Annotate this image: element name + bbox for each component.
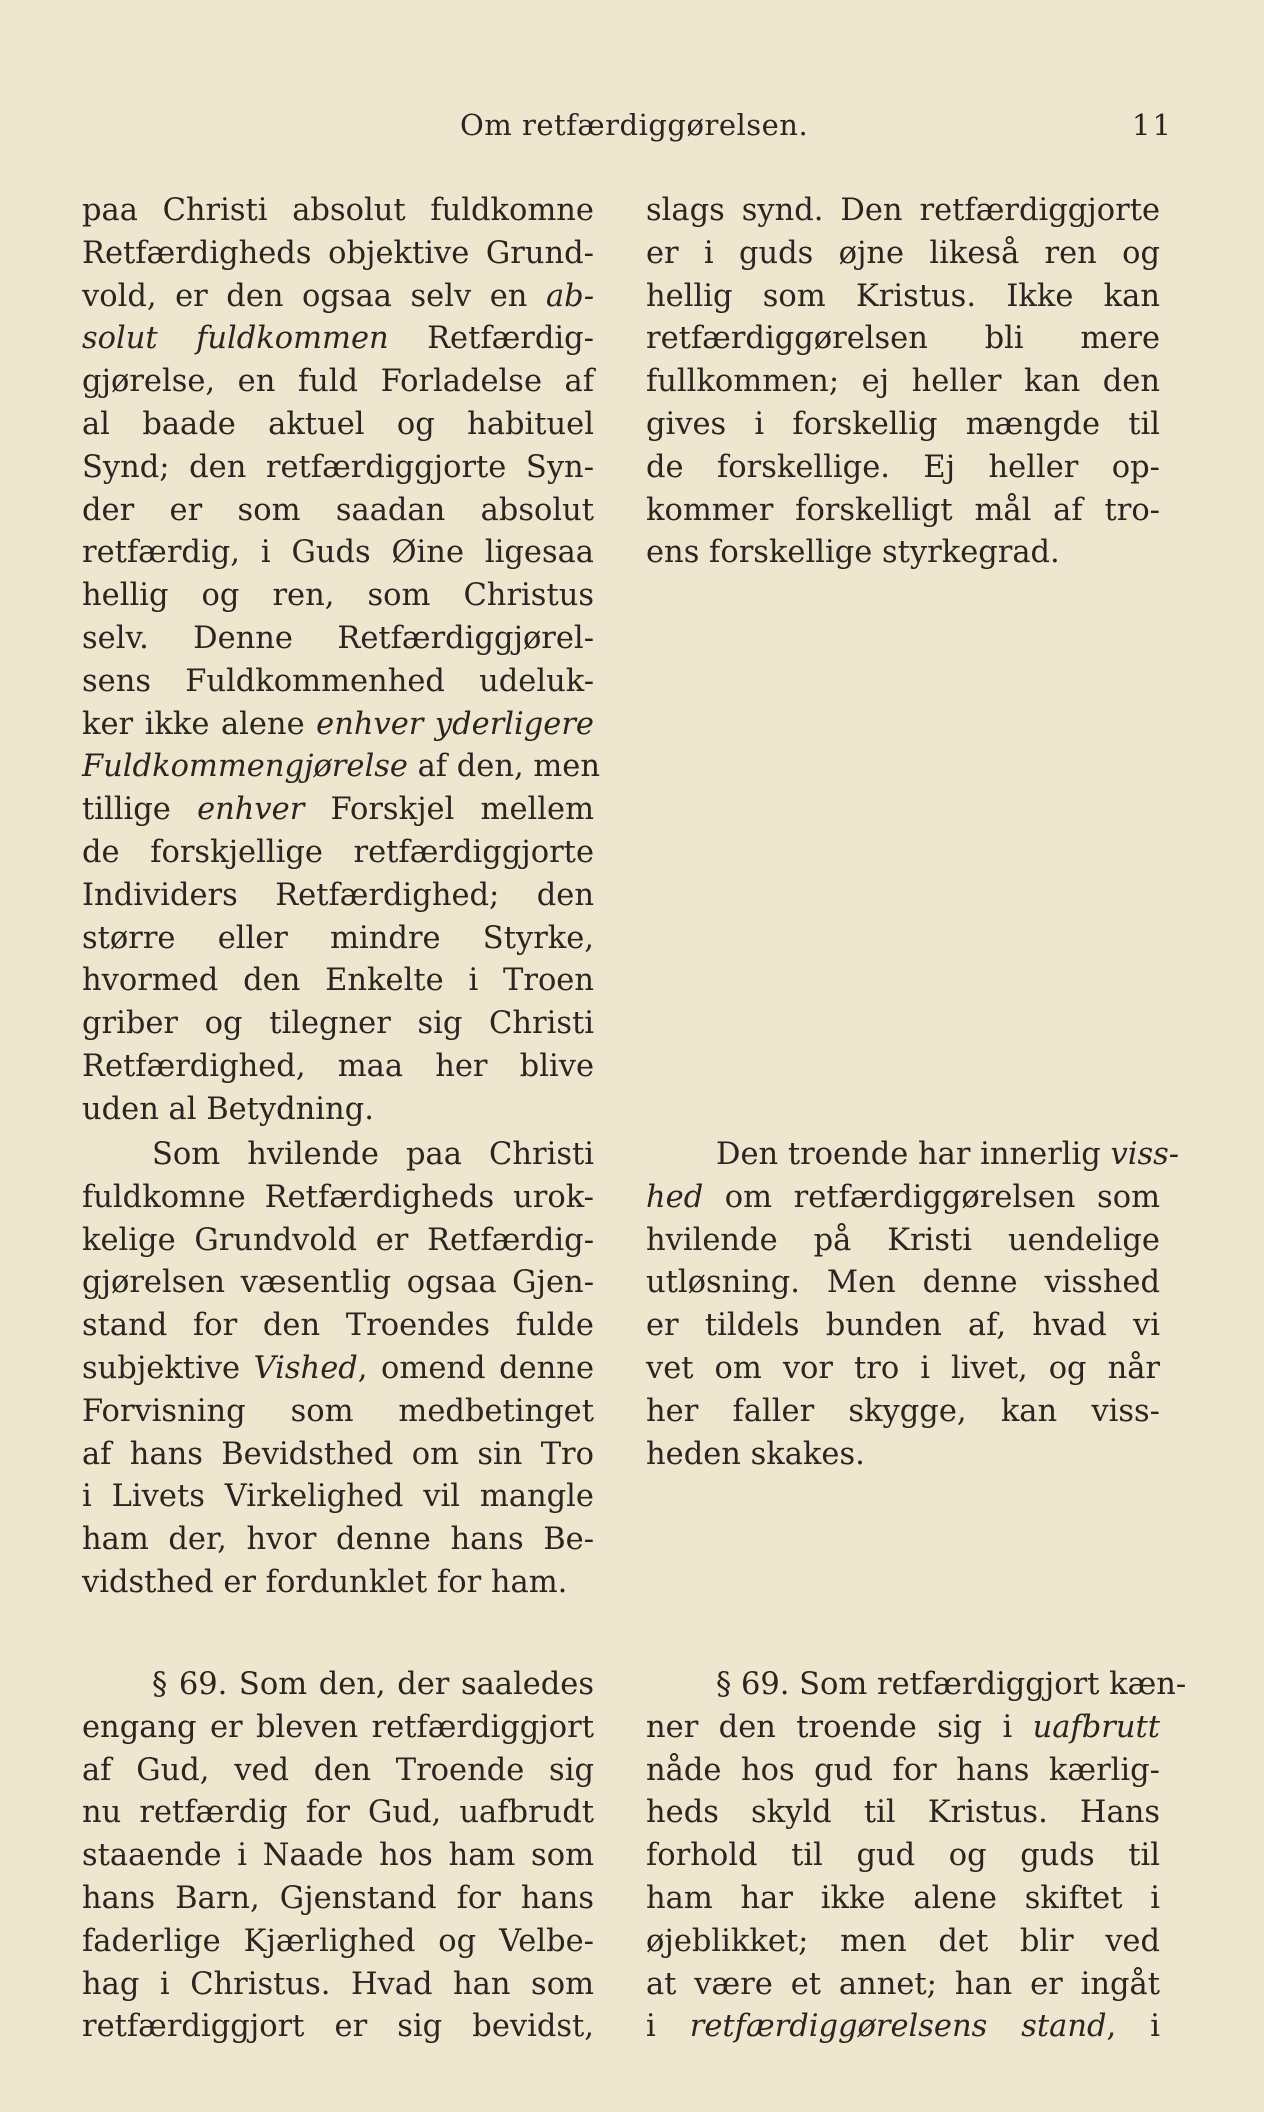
text-line: solut fuldkommen Retfærdig- xyxy=(82,321,594,357)
text-line: nu retfærdig for Gud, uafbrudt xyxy=(82,1795,594,1831)
italic-text: enhver xyxy=(197,792,305,828)
text-line: § 69. Som retfærdiggjort kæn- xyxy=(716,1667,1187,1702)
text-line: øjeblikket; men det blir ved xyxy=(646,1923,1160,1959)
text-line: Som hvilende paa Christi xyxy=(152,1137,594,1172)
text-line: tillige enhver Forskjel mellem xyxy=(82,792,594,828)
text-line: hag i Christus. Hvad han som xyxy=(82,1966,594,2002)
text-line: at være et annet; han er ingåt xyxy=(646,1966,1160,2002)
right-paragraph-2 xyxy=(646,1134,1180,1476)
text-line: retfærdiggørelsen bli mere xyxy=(646,321,1160,357)
text-line: Den troende har innerlig viss- xyxy=(716,1137,1180,1172)
text-line: slags synd. Den retfærdiggjorte xyxy=(646,193,1160,228)
italic-text: retfærdiggørelsens stand xyxy=(689,2009,1107,2045)
text-line: gjørelsen væsentlig ogsaa Gjen- xyxy=(82,1265,594,1301)
text-line: gjørelse, en fuld Forladelse af xyxy=(82,364,594,400)
text-line: større eller mindre Styrke, xyxy=(82,920,594,956)
text-line: i Livets Virkelighed vil mangle xyxy=(82,1479,594,1515)
text-line: hvormed den Enkelte i Troen xyxy=(82,963,594,999)
italic-text: viss- xyxy=(1110,1137,1180,1172)
text-line: al baade aktuel og habituel xyxy=(82,406,594,442)
text-line: retfærdig, i Guds Øine ligesaa xyxy=(82,535,594,571)
text-line: engang er bleven retfærdiggjort xyxy=(82,1709,594,1745)
text-line: hvilende på Kristi uendelige xyxy=(646,1222,1160,1258)
text-line: er tildels bunden af, hvad vi xyxy=(646,1308,1160,1344)
right-paragraph-3 xyxy=(646,1664,1187,2049)
text-line: Retfærdighed, maa her blive xyxy=(82,1048,594,1084)
italic-text: Vished xyxy=(253,1350,358,1386)
italic-text: solut fuldkommen xyxy=(82,321,389,357)
text-line: ens forskellige styrkegrad. xyxy=(646,535,1060,571)
text-line: af Gud, ved den Troende sig xyxy=(82,1752,594,1788)
text-line: kommer forskelligt mål af tro- xyxy=(646,492,1160,528)
text-line: selv. Denne Retfærdiggjørel- xyxy=(82,620,594,656)
left-paragraph-3 xyxy=(82,1664,594,2049)
text-line: kelige Grundvold er Retfærdig- xyxy=(82,1222,594,1258)
text-line: ham der, hvor denne hans Be- xyxy=(82,1522,594,1558)
right-paragraph-1 xyxy=(646,190,1160,575)
text-line: faderlige Kjærlighed og Velbe- xyxy=(82,1923,594,1959)
text-line: vidsthed er fordunklet for ham. xyxy=(82,1564,568,1600)
text-line: her faller skygge, kan viss- xyxy=(646,1393,1160,1429)
text-line: gives i forskellig mængde til xyxy=(646,406,1160,442)
text-line: forhold til gud og guds til xyxy=(646,1838,1160,1874)
text-line: hed om retfærdiggørelsen som xyxy=(646,1179,1160,1215)
italic-text: Fuldkommengjørelse xyxy=(82,749,408,785)
text-line: ham har ikke alene skiftet i xyxy=(646,1880,1160,1916)
text-line: sens Fuldkommenhed udeluk- xyxy=(82,663,594,699)
left-paragraph-1 xyxy=(82,190,600,1132)
text-line: hellig som Kristus. Ikke kan xyxy=(646,278,1160,314)
italic-text: enhver yderligere xyxy=(316,706,594,742)
running-title: Om retfærdiggørelsen. xyxy=(460,108,809,142)
text-line: ner den troende sig i uafbrutt xyxy=(646,1709,1160,1745)
page-number: 11 xyxy=(1132,108,1173,142)
text-line: heden skakes. xyxy=(646,1436,865,1472)
text-line: nåde hos gud for hans kærlig- xyxy=(646,1752,1160,1788)
italic-text: uafbrutt xyxy=(1032,1709,1160,1745)
text-line: der er som saadan absolut xyxy=(82,492,594,528)
text-line: Fuldkommengjørelse af den, men xyxy=(82,749,600,785)
text-line: utløsning. Men denne visshed xyxy=(646,1265,1160,1301)
text-line: heds skyld til Kristus. Hans xyxy=(646,1795,1160,1831)
text-line: i retfærdiggørelsens stand, i xyxy=(646,2009,1160,2045)
text-line: fuldkomne Retfærdigheds urok- xyxy=(82,1179,594,1215)
text-line: de forskellige. Ej heller op- xyxy=(646,449,1160,485)
text-line: Retfærdigheds objektive Grund- xyxy=(82,235,594,271)
text-line: ker ikke alene enhver yderligere xyxy=(82,706,594,742)
text-line: Synd; den retfærdiggjorte Syn- xyxy=(82,449,594,485)
text-line: er i guds øjne likeså ren og xyxy=(646,235,1160,271)
text-line: § 69. Som den, der saaledes xyxy=(152,1667,594,1702)
text-line: griber og tilegner sig Christi xyxy=(82,1006,594,1042)
text-line: stand for den Troendes fulde xyxy=(82,1308,594,1344)
text-line: af hans Bevidsthed om sin Tro xyxy=(82,1436,594,1472)
text-line: de forskjellige retfærdiggjorte xyxy=(82,834,594,870)
text-line: vold, er den ogsaa selv en ab- xyxy=(82,278,594,314)
text-line: uden al Betydning. xyxy=(82,1091,374,1127)
italic-text: ab- xyxy=(545,278,594,314)
text-line: Forvisning som medbetinget xyxy=(82,1393,594,1429)
italic-text: hed xyxy=(646,1179,704,1215)
page-header xyxy=(0,108,1264,148)
text-line: staaende i Naade hos ham som xyxy=(82,1838,594,1874)
left-paragraph-2 xyxy=(82,1134,594,1605)
text-line: vet om vor tro i livet, og når xyxy=(646,1350,1160,1386)
text-line: Individers Retfærdighed; den xyxy=(82,877,594,913)
text-line: paa Christi absolut fuldkomne xyxy=(82,193,594,228)
text-line: fullkommen; ej heller kan den xyxy=(646,364,1160,400)
text-line: hellig og ren, som Christus xyxy=(82,578,594,614)
text-line: hans Barn, Gjenstand for hans xyxy=(82,1880,594,1916)
text-line: retfærdiggjort er sig bevidst, xyxy=(82,2009,594,2045)
text-line: subjektive Vished, omend denne xyxy=(82,1350,594,1386)
